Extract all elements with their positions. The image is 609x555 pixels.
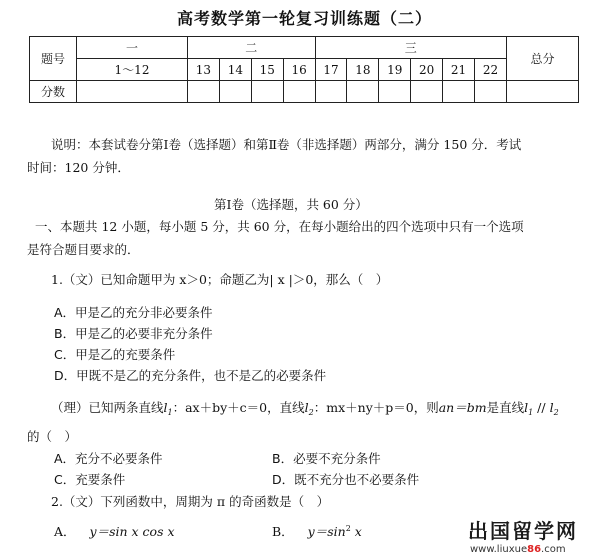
intro-line-2: 时间：120 分钟． xyxy=(27,160,130,175)
parallel-l1-name: l xyxy=(524,400,529,415)
watermark-url-prefix: www.liuxue xyxy=(470,544,528,555)
question-number: 13 xyxy=(188,59,220,81)
total-header: 总分 xyxy=(507,37,579,81)
row-label-number: 题号 xyxy=(30,37,77,81)
q2-option-a-expression: y＝sin x cos x xyxy=(89,524,175,539)
score-cell xyxy=(379,81,411,103)
q1-option-b: B．甲是乙的必要非充分条件 xyxy=(54,326,213,341)
q1-option-a: A．甲是乙的充分非必要条件 xyxy=(54,305,213,320)
q1-li-option-c: C．充要条件 xyxy=(54,472,126,487)
section-3-header: 三 xyxy=(315,37,506,59)
question-number: 17 xyxy=(315,59,347,81)
q2-option-b-label: B． xyxy=(272,524,294,539)
total-score-cell xyxy=(507,81,579,103)
score-cell xyxy=(347,81,379,103)
parallel-l2-subscript: 2 xyxy=(553,408,559,417)
q1-li-option-a: A．充分不必要条件 xyxy=(54,451,163,466)
part1-instruction-1: 一、本题共 12 小题，每小题 5 分，共 60 分，在每小题给出的四个选项中只有一个选项 xyxy=(35,219,524,234)
watermark-url-number: 86 xyxy=(527,544,542,555)
score-cell xyxy=(77,81,188,103)
question-number: 22 xyxy=(475,59,507,81)
score-cell xyxy=(411,81,443,103)
q2-option-a-label: A． xyxy=(54,524,76,539)
watermark-url xyxy=(470,544,578,555)
q2-option-a xyxy=(54,522,175,540)
question-number: 18 xyxy=(347,59,379,81)
q1-li-option-d: D．既不充分也不必要条件 xyxy=(272,472,420,487)
line-l2-name: l xyxy=(304,400,309,415)
watermark-brand: 出国留学网 xyxy=(468,519,578,543)
score-cell xyxy=(315,81,347,103)
q1-option-c: C．甲是乙的充要条件 xyxy=(54,347,176,362)
page-title: 高考数学第一轮复习训练题（二） xyxy=(176,9,432,28)
q2-option-b-expression: y＝sin xyxy=(307,524,346,539)
q2-wen-stem: 2.（文）下列函数中，周期为 π 的奇函数是（ ） xyxy=(51,494,330,509)
intro-line-1: 说明：本套试卷分第Ⅰ卷（选择题）和第Ⅱ卷（非选择题）两部分，满分 150 分．考试 xyxy=(51,137,522,152)
line-l1-equation: ：ax＋by＋c＝0，直线 xyxy=(172,400,305,415)
line-l2-equation: ：mx＋ny＋p＝0，则 xyxy=(313,400,439,415)
score-table xyxy=(29,36,579,103)
q1-li-stem xyxy=(51,398,559,416)
q1-li-option-b: B．必要不充分条件 xyxy=(272,451,381,466)
q2-option-b-exponent: 2 xyxy=(345,524,351,533)
q1-li-intro: （理）已知两条直线 xyxy=(51,400,164,415)
condition-text: 是直线 xyxy=(486,400,525,415)
q1-wen-stem: 1.（文）已知命题甲为 x＞0；命题乙为| x |＞0，那么（ ） xyxy=(51,272,389,287)
watermark xyxy=(468,515,578,555)
q2-option-b-tail: x xyxy=(350,524,362,539)
q1-li-tail: 的（ ） xyxy=(27,429,78,444)
score-cell xyxy=(219,81,251,103)
parallel-l2-name: l xyxy=(549,400,554,415)
part1-heading: 第Ⅰ卷（选择题，共 60 分） xyxy=(214,197,368,212)
condition-expression: an＝bm xyxy=(438,400,487,415)
line-l1-subscript: 1 xyxy=(167,408,173,417)
row-label-score: 分数 xyxy=(30,81,77,103)
q2-option-b xyxy=(272,522,362,540)
score-cell xyxy=(443,81,475,103)
score-cell xyxy=(475,81,507,103)
section-1-header: 一 xyxy=(77,37,188,59)
question-number: 20 xyxy=(411,59,443,81)
score-cell xyxy=(188,81,220,103)
question-number: 14 xyxy=(219,59,251,81)
parallel-l1-subscript: 1 xyxy=(528,408,534,417)
question-number: 19 xyxy=(379,59,411,81)
watermark-url-suffix: .com xyxy=(541,544,566,555)
question-number: 21 xyxy=(443,59,475,81)
line-l1-name: l xyxy=(163,400,168,415)
section-2-header: 二 xyxy=(188,37,316,59)
q1-option-d: D．甲既不是乙的充分条件，也不是乙的必要条件 xyxy=(54,368,327,383)
part1-instruction-2: 是符合题目要求的． xyxy=(27,242,140,257)
question-number: 15 xyxy=(251,59,283,81)
score-cell xyxy=(283,81,315,103)
question-range: 1～12 xyxy=(77,59,188,81)
question-number: 16 xyxy=(283,59,315,81)
parallel-symbol: // xyxy=(533,400,550,415)
score-cell xyxy=(251,81,283,103)
line-l2-subscript: 2 xyxy=(308,408,314,417)
